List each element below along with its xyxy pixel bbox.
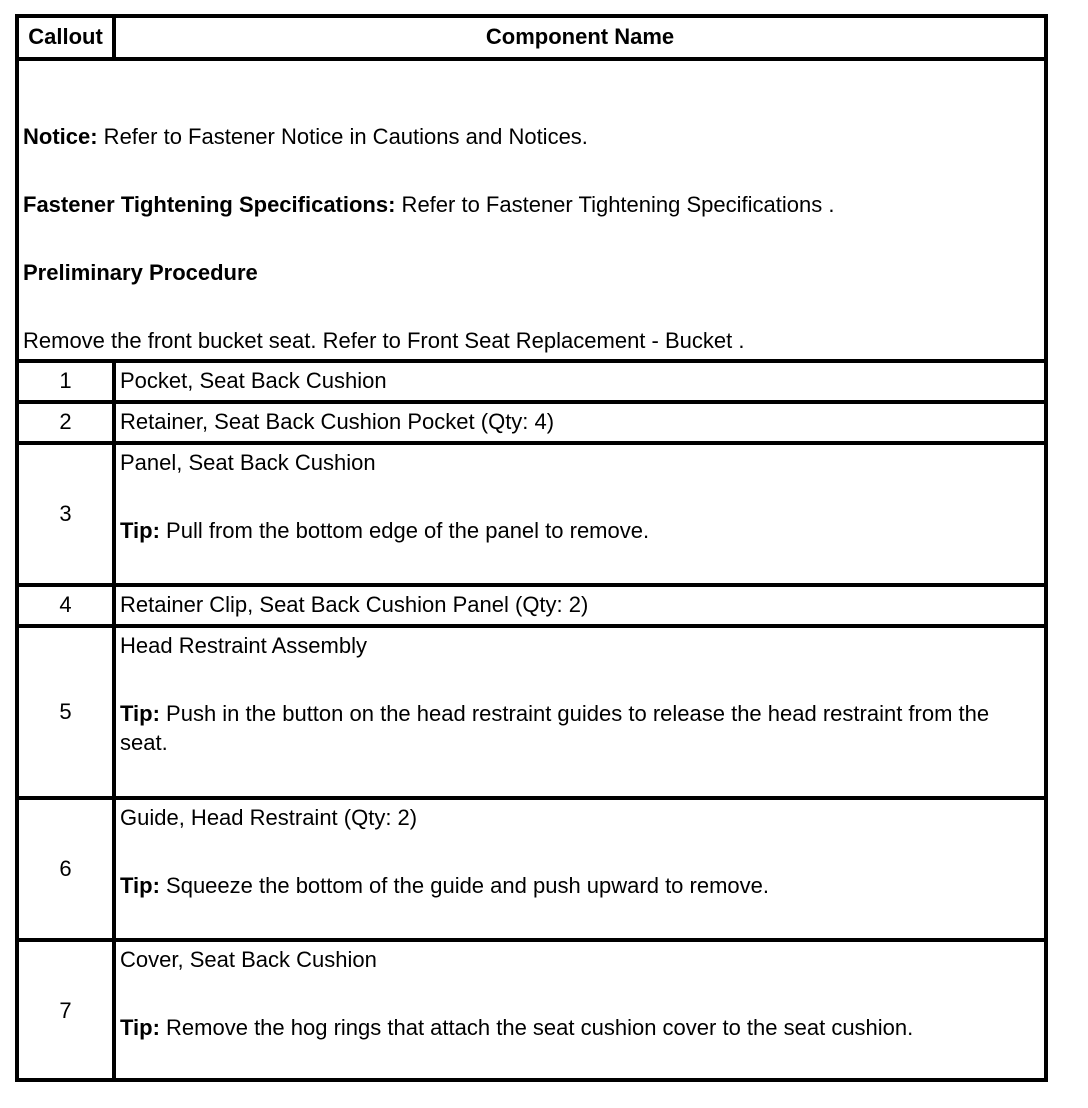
table-row [19,628,1044,796]
table-header-row [19,18,1044,57]
table-row [19,404,1044,441]
tip-text [120,699,1036,757]
tip-text [120,1015,1036,1041]
component-name: Head Restraint Assembly [120,633,367,658]
row-divider [112,587,116,624]
header-divider [112,18,116,57]
table-row [19,363,1044,400]
tip-text [120,518,1036,544]
intro-block [19,61,1044,359]
callout-column-header: Callout [28,24,103,49]
component-table [15,14,1048,1082]
row-divider [112,445,116,583]
tip-label: Tip: [120,873,160,898]
callout-number: 6 [59,856,72,881]
component-name: Cover, Seat Back Cushion [120,947,377,972]
tip-label: Tip: [120,701,160,726]
callout-number: 7 [59,998,72,1023]
component-name: Retainer Clip, Seat Back Cushion Panel (Qty: 2) [120,592,589,617]
tip-label: Tip: [120,1015,160,1040]
row-divider [112,942,116,1078]
table-row [19,800,1044,938]
callout-number: 5 [59,699,72,724]
table-row [19,942,1044,1078]
row-divider [112,800,116,938]
fastener-spec-text: Refer to Fastener Tightening Specifications . [395,192,835,217]
row-divider [112,363,116,400]
fastener-spec-line [23,192,834,218]
callout-number: 2 [59,409,72,434]
tip-body: Remove the hog rings that attach the seat cushion cover to the seat cushion. [159,1015,914,1040]
fastener-spec-label: Fastener Tightening Specifications: [23,192,396,217]
component-name: Guide, Head Restraint (Qty: 2) [120,805,418,830]
notice-label: Notice: [23,124,98,149]
notice-line [23,124,588,150]
component-name: Retainer, Seat Back Cushion Pocket (Qty: 4) [120,409,555,434]
component-name-column-header: Component Name [485,24,675,49]
row-divider [112,404,116,441]
table-row [19,587,1044,624]
callout-number: 3 [59,501,72,526]
callout-number: 1 [59,368,72,393]
tip-text [120,873,1036,899]
tip-body: Squeeze the bottom of the guide and push upward to remove. [159,873,769,898]
notice-text: Refer to Fastener Notice in Cautions and Notices. [97,124,588,149]
tip-body: Pull from the bottom edge of the panel to remove. [159,518,650,543]
tip-label: Tip: [120,518,160,543]
row-divider [112,628,116,796]
table-row [19,445,1044,583]
tip-body: Push in the button on the head restraint guides to release the head restraint from the seat. [120,701,990,755]
preliminary-heading: Preliminary Procedure [23,260,258,285]
preliminary-text: Remove the front bucket seat. Refer to Front Seat Replacement - Bucket . [23,328,745,353]
component-name: Pocket, Seat Back Cushion [120,368,387,393]
callout-number: 4 [59,592,72,617]
component-name: Panel, Seat Back Cushion [120,450,376,475]
